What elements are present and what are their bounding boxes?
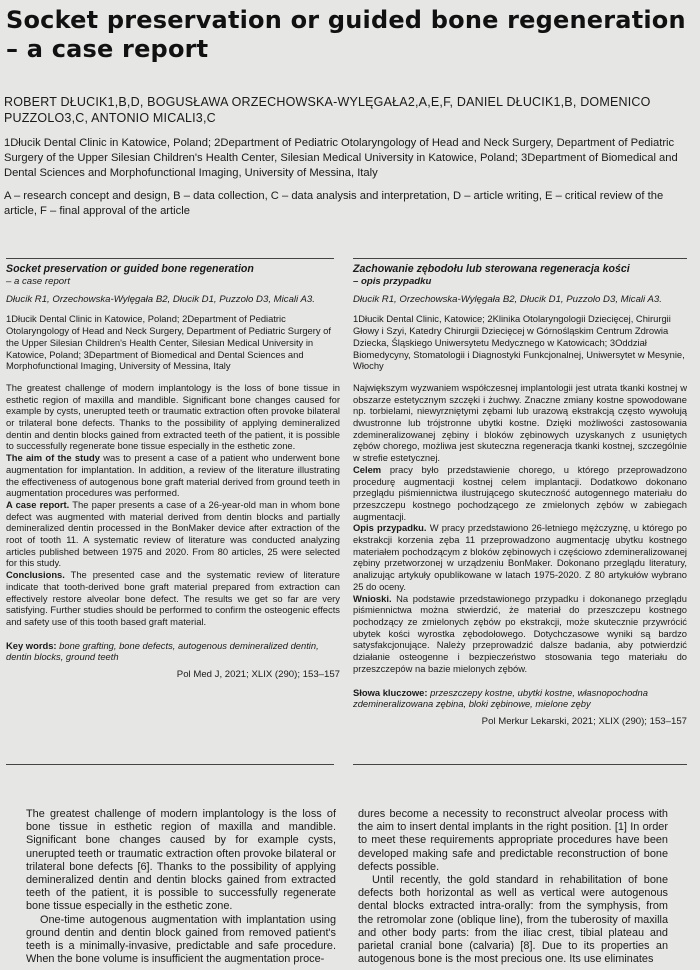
- abstract-en-keywords-text: bone grafting, bone defects, autogenous demineralized dentin, dentin blocks, ground teeth: [6, 639, 319, 663]
- abstract-en-authors: Dłucik R1, Orzechowska-Wylęgała B2, Dłucik D1, Puzzolo D3, Micali A3.: [6, 293, 315, 305]
- body-paragraph: dures become a necessity to reconstruct alveolar process with the aim to insert dental implants in the right position. [1] In order to meet these requirements appropriate procedures have been developed making safe and predictable reconstruction of bone defects possible.: [358, 808, 668, 873]
- article-title-line-1: Socket preservation or guided bone regeneration: [6, 6, 686, 34]
- abstract-pl-aim-text: pracy było przedstawienie chorego, u którego przeprowadzono procedurę augmentacji kostnej celem implantacji. Dodatkowo dokonano przeglądu piśmiennictwa ilustrującego skuteczność autogennego materiału do przeszczepu kostnego pochodzącego ze zmielonych zębów w zabiegach augmentacji.: [353, 463, 687, 522]
- body-paragraph: One-time autogenous augmentation with implantation using ground dentin and dentin block gained from removed patient's teeth is a minimally-invasive, predictable and safe procedure. When the bone volume is insufficient the augmentation proce-: [26, 913, 336, 966]
- abstract-en-title: Socket preservation or guided bone regeneration: [6, 263, 254, 275]
- body-column-right: [358, 808, 668, 966]
- abstract-en-case-text: The paper presents a case of a 26-year-old man in whom bone defect was augmented with material derived from dentin blocks and partially demineralized dentin processed in the BonMaker device after extraction of the root of tooth 11. A systematic review of literature was conducted analyzing articles published between 1975 and 2020. From 80 articles, 25 were selected for this study.: [6, 498, 340, 569]
- abstract-pl-intro: Największym wyzwaniem współczesnej implantologii jest utrata tkanki kostnej w obszarze estetycznym szczęki i żuchwy. Znaczne zmiany kostne spowodowane np. torbielami, niewyrzniętymi zębami lub urazową ekstrakcją często wywołują dwustronne lub trójstronne ubytki kostne. Dzięki możliwości zastosowania zdemineralizowanej zębiny i bloków zębinowych uzyskanych z usuniętych zębów chorego, możliwa jest skuteczna regeneracja tkanki kostnej, szczególnie w strefie estetycznej.: [353, 381, 687, 464]
- abstract-en-conclusions-text: The presented case and the systematic review of literature indicate that tooth-derived bone graft material prepared from extraction can effectively restore alveolar bone defect. The results we get so far are very satisfying. Further studies should be performed to confirm the osteogenic effects and safety use of this tooth based graft material.: [6, 569, 340, 627]
- abstract-en-case: [6, 499, 340, 569]
- abstract-en-case-label: A case report.: [6, 498, 70, 510]
- body-paragraph: The greatest challenge of modern implantology is the loss of bone tissue in esthetic region of maxilla and mandible. Significant bone changes caused by for example cysts, unerupted teeth or traumatic extraction often provoke bilateral or trilateral bone defects [6]. Thanks to the possibility of applying demineralized dentin and dentin blocks gained from extracted teeth of the patient, it is possible to successfully regenerate bone tissue especially in the esthetic zone.: [26, 808, 336, 913]
- abstract-en-top-rule: [6, 258, 334, 259]
- abstract-en-conclusions: [6, 569, 340, 628]
- body-paragraph: Until recently, the gold standard in rehabilitation of bone defects both horizontal as well as vertical were autogenous dental blocks extracted intra-orally: from the symphysis, from the retromolar zone (oblique line), from the tuberosity of maxilla and other body parts: from the iliac crest, tibial plateau and parietal cranial bone (calvaria) [8]. Due to its properties an autogenous bone is the most precious one. Its use eliminates: [358, 874, 668, 966]
- abstract-pl-case-label: Opis przypadku.: [353, 522, 427, 534]
- abstract-pl-aim: [353, 464, 687, 523]
- abstract-pl-keywords-text: przeszczepy kostne, ubytki kostne, własnopochodna zdemineralizowana zębina, bloki zębinowe, mielone zęby: [353, 686, 648, 710]
- abstract-pl-conclusions-text: Na podstawie przedstawionego przypadku i dokonanego przeglądu piśmiennictwa można stwierdzić, że materiał do przeszczepu kostnego pochodzący ze zmielonych zębów po ekstrakcji, może skutecznie przywrócić ubytek kości wyrostka zębodołowego. Dotychczasowe wyniki są bardzo satysfakcjonujące. Należy przeprowadzić dalsze badania, aby potwierdzić działanie osteogenne i bezpieczeństwo stosowania tego materiału do przeszczepów na bazie mielonych zębów.: [353, 592, 687, 674]
- abstract-en-body: [6, 382, 340, 628]
- abstract-en-aim-label: The aim of the study: [6, 452, 100, 464]
- abstract-pl-aim-label: Celem: [353, 463, 382, 475]
- abstract-pl-authors: Dłucik R1, Orzechowska-Wylęgała B2, Dłucik D1, Puzzolo D3, Micali A3.: [353, 293, 662, 305]
- abstract-en-subtitle: – a case report: [6, 276, 70, 287]
- abstract-pl-body: [353, 382, 687, 675]
- abstract-pl-keywords-label: Słowa kluczowe:: [353, 686, 428, 698]
- abstract-polish: [353, 263, 687, 728]
- author-affiliations: 1Dłucik Dental Clinic in Katowice, Poland; 2Department of Pediatric Otolaryngology of Head and Neck Surgery, Department of Pediatric Surgery of the Upper Silesian Children's Health Center, Silesian Medical University in Katowice, Poland; 3Department of Biomedical and Dental Sciences and Morphofunctional Imaging, University of Messina, Italy: [4, 137, 678, 179]
- author-list: ROBERT DŁUCIK1,B,D, BOGUSŁAWA ORZECHOWSKA-WYLĘGAŁA2,A,E,F, DANIEL DŁUCIK1,B, DOMENICO PUZZOLO3,C, ANTONIO MICALI3,C: [4, 95, 651, 125]
- body-column-left: [26, 808, 336, 966]
- abstract-en-citation: Pol Med J, 2021; XLIX (290); 153–157: [176, 669, 340, 681]
- abstract-pl-citation: Pol Merkur Lekarski, 2021; XLIX (290); 153–157: [481, 715, 687, 727]
- abstract-pl-bottom-rule: [353, 764, 687, 765]
- abstract-en-bottom-rule: [6, 764, 334, 765]
- abstract-pl-keywords: [353, 687, 687, 710]
- abstract-en-conclusions-label: Conclusions.: [6, 569, 65, 581]
- contribution-key: A – research concept and design, B – data collection, C – data analysis and interpretation, D – article writing, E – critical review of the article, F – final approval of the article: [4, 190, 664, 217]
- abstract-en-aim: [6, 452, 340, 499]
- abstract-pl-conclusions-label: Wnioski.: [353, 592, 392, 604]
- abstract-english: [6, 263, 340, 681]
- abstract-en-aim-text: was to present a case of a patient who underwent bone augmentation for implantation. In addition, a review of the literature illustrating the effectiveness of autogenous bone graft material derived from ground teeth in augmentation procedures was performed.: [6, 452, 341, 499]
- abstract-en-intro: The greatest challenge of modern implantology is the loss of bone tissue in esthetic region of maxilla and mandible. Significant bone changes caused for example by cysts, unerupted teeth or traumatic extraction often provoke bilateral or trilateral bone defects. Thanks to the possibility of applying demineralized dentin and dentin blocks gained from extracted teeth of the patient, it is possible to successfully regenerate bone tissue especially in the esthetic zone.: [6, 381, 340, 452]
- abstract-pl-affiliations: 1Dłucik Dental Clinic, Katowice; 2Klinika Otolaryngologii Dziecięcej, Chirurgii Głowy i Szyi, Katedry Chirurgii Dziecięcej w Górnośląskim Centrum Zdrowia Dziecka, Śląskiego Uniwersytetu Medycznego w Katowicach; 3Oddział Biomedycyny, Stomatologii i Diagnostyki Funkcjonalnej, Uniwersytet w Mesynie, Włochy: [353, 313, 685, 372]
- abstract-pl-top-rule: [353, 258, 687, 259]
- abstract-pl-case: [353, 522, 687, 592]
- abstract-pl-title: Zachowanie zębodołu lub sterowana regeneracja kości: [353, 263, 630, 275]
- abstract-pl-case-text: W pracy przedstawiono 26-letniego mężczyznę, u którego po ekstrakcji korzenia zęba 11 przeprowadzono augmentację ubytku kostnego materiałem pochodzącym z bloków zębinowych i częściowo zdemineralizowanej zębiny przetworzonej w urządzeniu BonMaker. Dokonano przeglądu literatury, analizując artykuły opublikowane w latach 1975-2020. Z 80 artykułów wybrano 25 do oceny.: [353, 522, 687, 592]
- abstract-en-affiliations: 1Dłucik Dental Clinic in Katowice, Poland; 2Department of Pediatric Otolaryngology of Head and Neck Surgery, Department of Pediatric Surgery of the Upper Silesian Children's Health Center, Silesian Medical University in Katowice, Poland; 3Department of Biomedical and Dental Sciences and Morphofunctional Imaging, University of Messina, Italy: [6, 313, 331, 372]
- abstract-en-keywords: [6, 640, 340, 663]
- abstract-pl-subtitle: – opis przypadku: [353, 276, 432, 287]
- abstract-en-keywords-label: Key words:: [6, 639, 57, 651]
- article-title-line-2: – a case report: [6, 35, 209, 63]
- article-title: [6, 6, 696, 64]
- abstract-pl-conclusions: [353, 593, 687, 675]
